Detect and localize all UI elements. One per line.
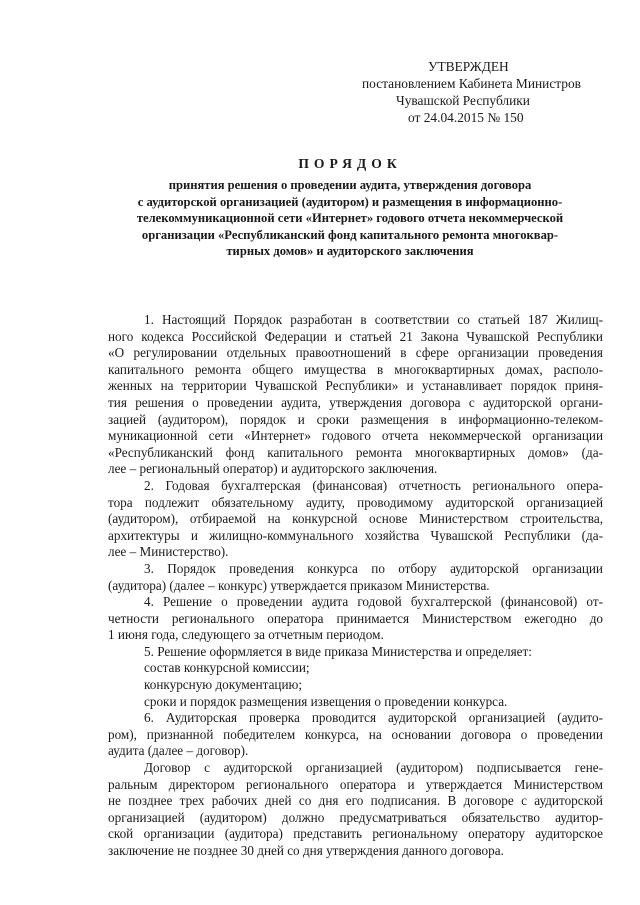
- body-line: не позднее трех рабочих дней со дня его подписания. В договоре с аудиторской: [108, 793, 603, 809]
- body-line: 2. Годовая бухгалтерская (финансовая) отчетность регионального опера-: [144, 477, 603, 493]
- body-line: Договор с аудиторской организацией (аудитором) подписывается гене-: [144, 760, 603, 776]
- body-line: заключение не позднее 30 дней со дня утверждения данного договора.: [108, 843, 504, 858]
- subtitle-line: организации «Республиканский фонд капитального ремонта многоквар-: [141, 227, 559, 242]
- approval-stamp: [362, 58, 632, 126]
- approval-date-number: от 24.04.2015 № 150: [408, 110, 524, 125]
- body-line: ром), признанной победителем конкурса, на основании договора о проведении: [108, 726, 603, 742]
- body-line: состав конкурсной комиссии;: [144, 660, 310, 676]
- body-line: (аудитора) (далее – конкурс) утверждается приказом Министерства.: [108, 577, 490, 593]
- body-line: конкурсную документацию;: [144, 677, 303, 693]
- body-line: женных на территории Чувашской Республики» и устанавливает порядок приня-: [108, 378, 603, 394]
- body-line: лее – Министерство).: [108, 544, 229, 560]
- title-block: [96, 155, 604, 260]
- body-line: архитектуры и жилищно-коммунального хозяйства Чувашской Республики (да-: [108, 527, 603, 543]
- document-subtitle: [96, 177, 604, 260]
- body-line: 1. Настоящий Порядок разработан в соответствии со статьей 187 Жилищ-: [144, 312, 603, 327]
- body-line: муникационной сети «Интернет» годового отчета некоммерческой организации: [108, 428, 603, 444]
- body-line: четности регионального оператора принимается Министерством ежегодно до: [108, 610, 603, 626]
- subtitle-line: телекоммуникационной сети «Интернет» годового отчета некоммерческой: [136, 211, 564, 226]
- body-line: тия решения о проведении аудита, утверждения договора с аудиторской органи-: [108, 394, 603, 410]
- body-line: организацией (аудитором) должно предусматриваться обязательство аудитор-: [108, 809, 603, 825]
- subtitle-line: тирных домов» и аудиторского заключения: [226, 244, 474, 259]
- body-line: капитального ремонта общего имущества в многоквартирных домах, располо-: [108, 361, 603, 377]
- body-line: тора подлежит обязательному аудиту, проводимому аудиторской организацией: [108, 494, 603, 510]
- approval-heading: УТВЕРЖДЕН: [428, 59, 509, 74]
- body-line: 3. Порядок проведения конкурса по отбору аудиторской организации: [144, 560, 603, 576]
- body-line: зацией (аудитором), порядок и сроки размещения в информационно-телеком-: [108, 411, 603, 427]
- document-body: [108, 312, 603, 860]
- body-line: (аудитором), отбираемой на конкурсной основе Министерством строительства,: [108, 511, 603, 527]
- subtitle-line: принятия решения о проведении аудита, утверждения договора: [168, 178, 532, 192]
- body-line: сроки и порядок размещения извещения о проведении конкурса.: [144, 693, 508, 709]
- approval-authority: постановлением Кабинета Министров: [362, 76, 581, 91]
- body-line: лее – региональный оператор) и аудиторского заключения.: [108, 461, 438, 477]
- body-line: 1 июня года, следующего за отчетным периодом.: [108, 627, 384, 643]
- body-line: ного кодекса Российской Федерации и статьей 21 Закона Чувашской Республики: [108, 328, 603, 344]
- body-line: 4. Решение о проведении аудита годовой бухгалтерской (финансовой) от-: [144, 594, 603, 610]
- body-line: «О регулировании отдельных правоотношений в сфере организации проведения: [108, 345, 603, 361]
- body-line: 5. Решение оформляется в виде приказа Министерства и определяет:: [144, 643, 532, 659]
- body-line: ральным директором регионального оператора и утверждается Министерством: [108, 776, 603, 792]
- document-title: ПОРЯДОК: [298, 156, 402, 171]
- body-line: аудита (далее – договор).: [108, 743, 249, 759]
- approval-region: Чувашской Республики: [396, 93, 530, 108]
- body-line: «Республиканский фонд капитального ремонта многоквартирных домов» (да-: [108, 444, 603, 460]
- body-line: ской организации (аудитора) представить региональному оператору аудиторское: [108, 826, 603, 842]
- body-line: 6. Аудиторская проверка проводится аудиторской организацией (аудито-: [144, 710, 603, 726]
- subtitle-line: с аудиторской организацией (аудитором) и размещения в информационно-: [137, 194, 563, 209]
